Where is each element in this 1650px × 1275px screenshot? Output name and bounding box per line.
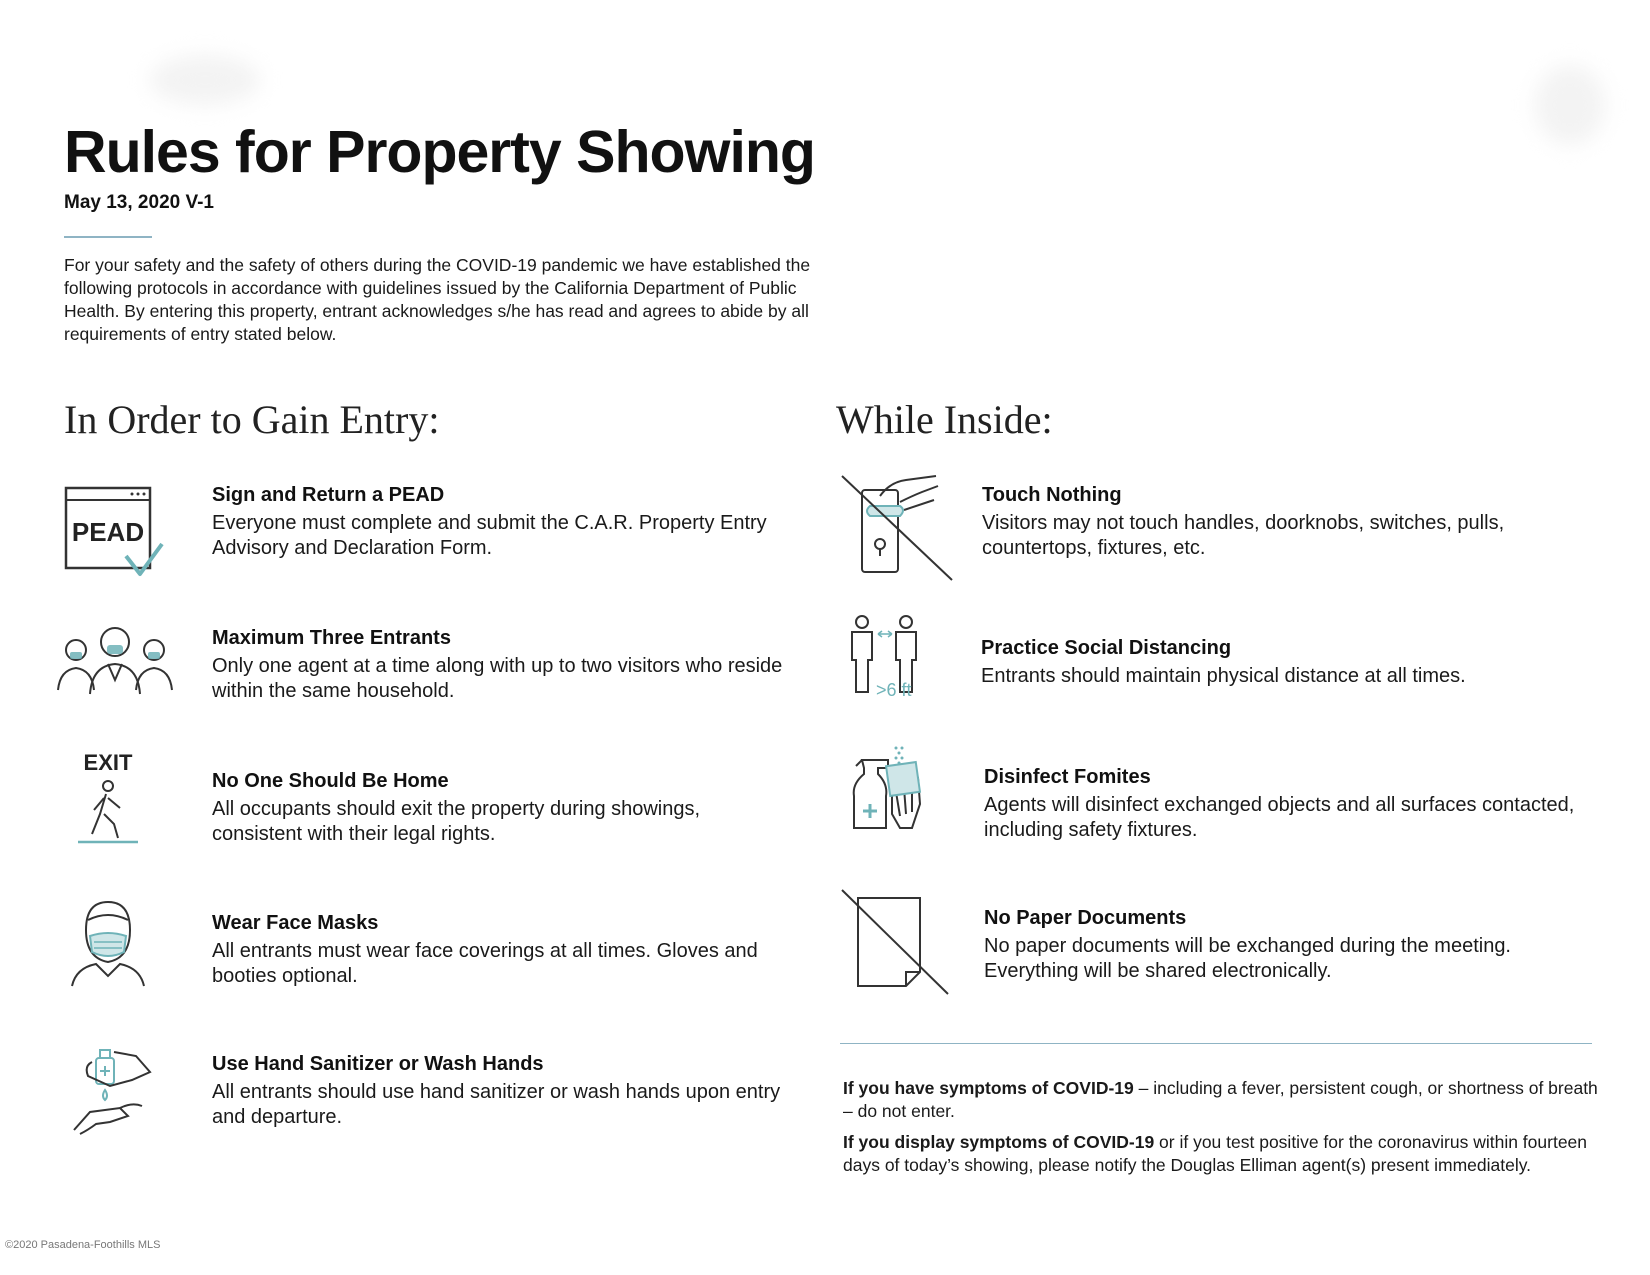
- version-date: May 13, 2020 V-1: [64, 192, 214, 213]
- entry-item-title: Sign and Return a PEAD: [212, 484, 445, 506]
- entry-item-face-masks: [212, 912, 792, 989]
- entry-item-hand-sanitizer: [212, 1053, 792, 1130]
- inside-item-no-paper: [984, 907, 1604, 984]
- inside-item-title: Touch Nothing: [982, 484, 1122, 506]
- intro-paragraph: For your safety and the safety of others during the COVID-19 pandemic we have established the following protocols in accordance with guidelines issued by the California Department of Public Health. By entering this property, entrant acknowledges s/he has read and agrees to abide by all requirements of entry stated below.: [64, 255, 811, 344]
- social-distance-icon: [848, 614, 938, 700]
- notice-divider: [840, 1043, 1592, 1044]
- disinfect-spray-icon: [848, 744, 938, 836]
- pead-icon-text: PEAD: [71, 517, 145, 547]
- inside-item-title: Practice Social Distancing: [981, 637, 1232, 659]
- entry-item-title: Wear Face Masks: [212, 912, 379, 934]
- no-touch-icon: [840, 472, 956, 584]
- inside-item-disinfect: [984, 766, 1604, 843]
- entry-item-text: All entrants should use hand sanitizer or wash hands upon entry and departure.: [212, 1081, 781, 1128]
- copyright-footer: ©2020 Pasadena-Foothills MLS: [5, 1239, 161, 1251]
- entry-item-title: Maximum Three Entrants: [212, 627, 451, 649]
- entry-item-text: Only one agent at a time along with up to two visitors who reside within the same household.: [212, 655, 783, 702]
- inside-item-text: No paper documents will be exchanged during the meeting. Everything will be shared electronically.: [984, 935, 1511, 982]
- inside-item-text: Entrants should maintain physical distance at all times.: [981, 665, 1466, 687]
- entry-item-pead: [212, 484, 792, 561]
- entry-item-text: All occupants should exit the property during showings, consistent with their legal rights.: [212, 798, 701, 845]
- entry-item-text: Everyone must complete and submit the C.A.R. Property Entry Advisory and Declaration Form.: [212, 512, 767, 559]
- blurred-logo-left: [150, 55, 260, 105]
- inside-item-touch-nothing: [982, 484, 1602, 561]
- inside-item-text: Agents will disinfect exchanged objects and all surfaces contacted, including safety fixtures.: [984, 794, 1575, 841]
- distance-icon-text: >6 ft: [876, 680, 912, 700]
- symptoms-notice: [843, 1077, 1603, 1123]
- display-symptoms-notice: [843, 1131, 1603, 1177]
- entry-item-no-one-home: [212, 770, 792, 847]
- blurred-logo-right: [1535, 65, 1605, 145]
- symptoms-notice-bold: If you have symptoms of COVID-19: [843, 1078, 1134, 1098]
- entry-item-text: All entrants must wear face coverings at all times. Gloves and booties optional.: [212, 940, 758, 987]
- inside-item-text: Visitors may not touch handles, doorknobs, switches, pulls, countertops, fixtures, etc.: [982, 512, 1505, 559]
- exit-walking-icon: [74, 748, 154, 848]
- entry-item-max-entrants: [212, 627, 792, 704]
- inside-section-heading: While Inside:: [836, 397, 1053, 442]
- inside-item-title: Disinfect Fomites: [984, 766, 1151, 788]
- exit-icon-text: EXIT: [83, 750, 133, 775]
- no-paper-icon: [840, 888, 950, 1000]
- entry-item-title: No One Should Be Home: [212, 770, 449, 792]
- hand-sanitizer-icon: [70, 1046, 156, 1136]
- three-people-icon: [54, 622, 176, 702]
- display-notice-text: or if you test positive for the coronavirus within fourteen days of today’s showing, please notify the Douglas Elliman agent(s) present immediately.: [843, 1132, 1588, 1175]
- inside-item-title: No Paper Documents: [984, 907, 1187, 929]
- title-divider: [64, 236, 152, 238]
- display-notice-bold: If you display symptoms of COVID-19: [843, 1132, 1155, 1152]
- face-mask-icon: [70, 898, 150, 990]
- entry-item-title: Use Hand Sanitizer or Wash Hands: [212, 1053, 544, 1075]
- entry-section-heading: In Order to Gain Entry:: [64, 397, 440, 442]
- symptoms-notice-text: – including a fever, persistent cough, or shortness of breath – do not enter.: [843, 1078, 1598, 1121]
- inside-item-social-distancing: [981, 637, 1601, 689]
- page-title: Rules for Property Showing: [64, 119, 815, 185]
- pead-form-icon: [64, 486, 174, 586]
